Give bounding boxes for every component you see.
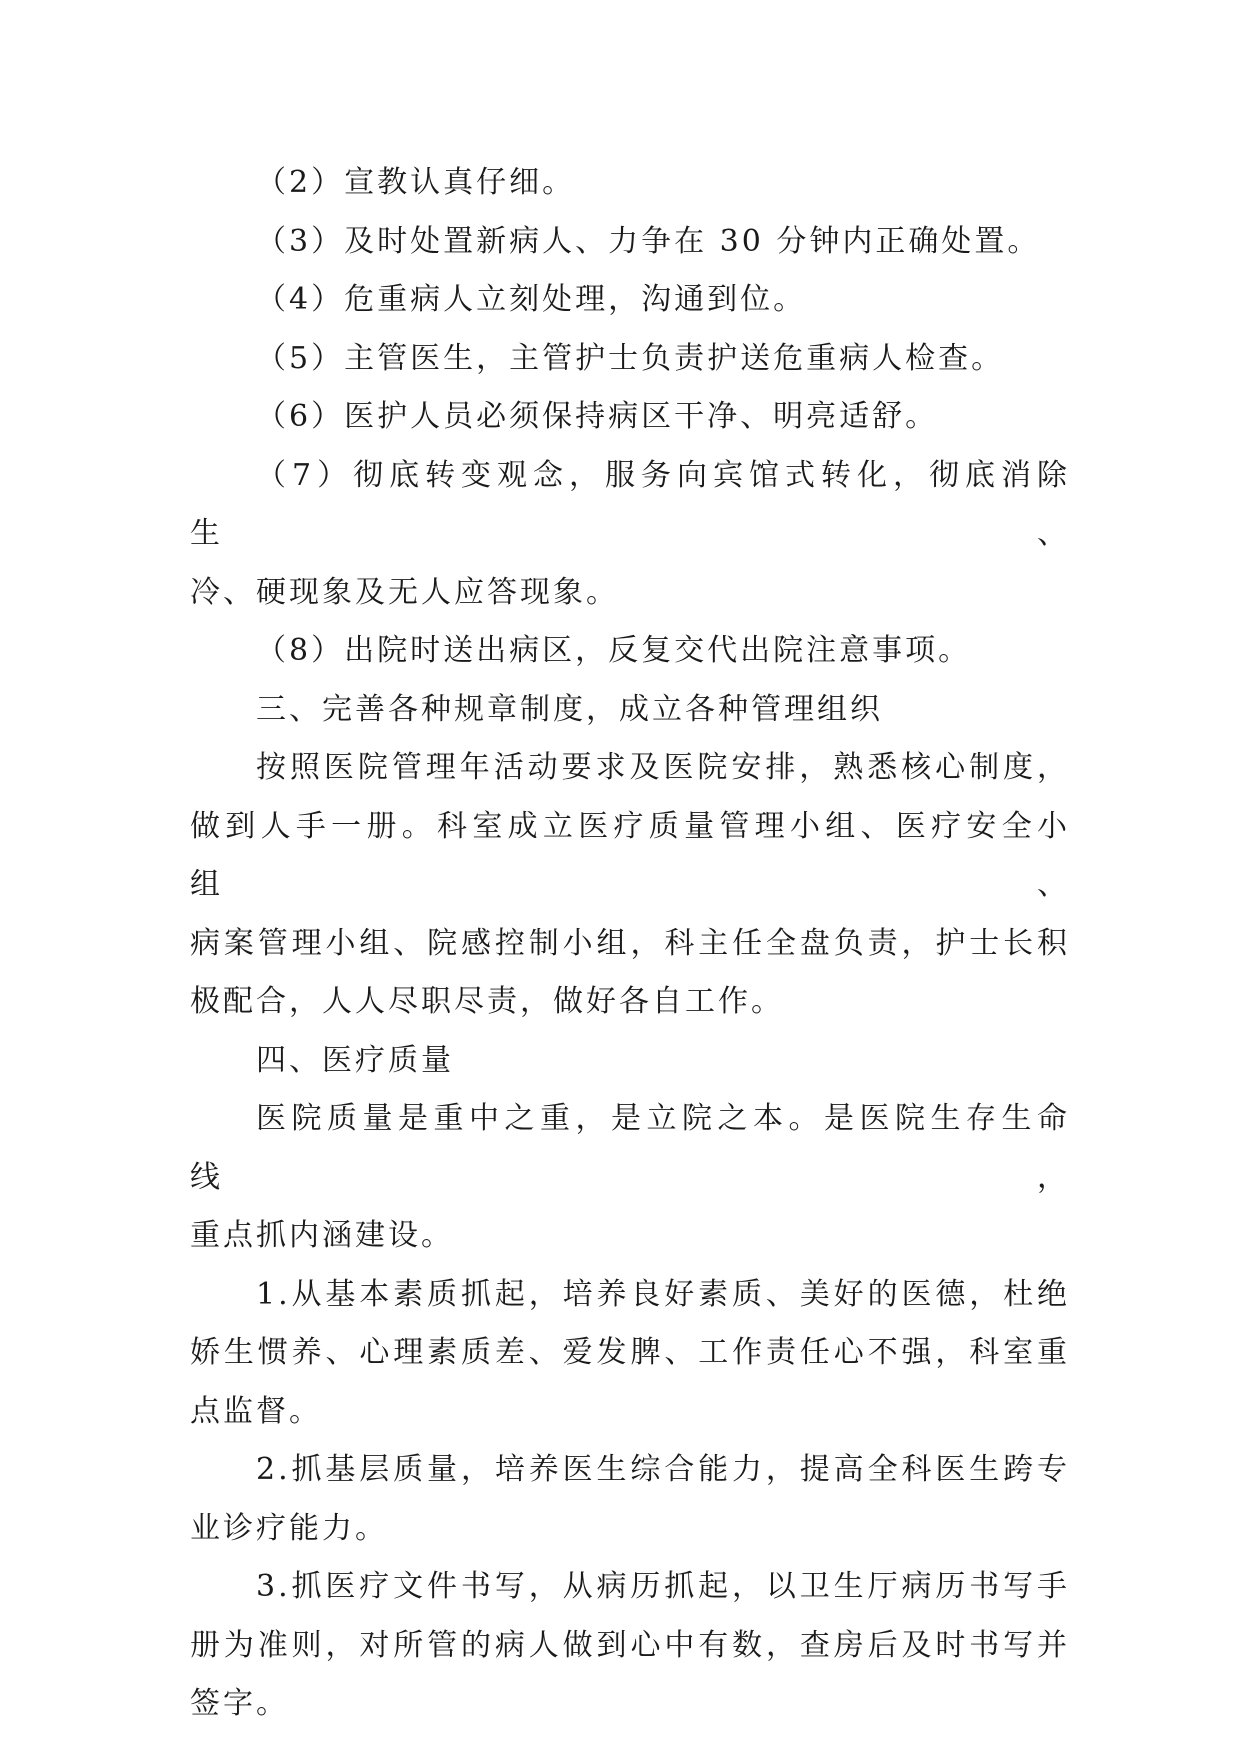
text-line: （8）出院时送出病区，反复交代出院注意事项。 (256, 633, 972, 668)
text-line: 业诊疗能力。 (190, 1510, 388, 1546)
text-line: 1.从基本素质抓起，培养良好素质、美好的医德，杜绝 (256, 1276, 1070, 1312)
text-line: （4）危重病人立刻处理，沟通到位。 (256, 282, 807, 317)
text-line: （5）主管医生，主管护士负责护送危重病人检查。 (256, 340, 1005, 376)
text-line: 按照医院管理年活动要求及医院安排，熟悉核心制度， (256, 750, 1070, 785)
paragraph-point-1 (190, 1266, 1070, 1325)
text-line: 病案管理小组、院感控制小组，科主任全盘负责，护士长积 (190, 925, 1070, 961)
text-line: 娇生惯养、心理素质差、爱发脾、工作责任心不强，科室重 (190, 1335, 1070, 1370)
paragraph-quality (190, 1090, 1070, 1207)
paragraph-item-7-cont (190, 564, 1070, 623)
paragraph-item-6 (190, 388, 1070, 447)
text-line: 冷、硬现象及无人应答现象。 (190, 574, 619, 610)
section-heading-3 (190, 681, 1070, 740)
text-line: 2.抓基层质量，培养医生综合能力，提高全科医生跨专 (256, 1452, 1070, 1487)
paragraph-point-3 (190, 1558, 1070, 1617)
paragraph-item-2 (190, 154, 1070, 213)
text-line: 点监督。 (190, 1393, 322, 1429)
paragraph-item-7 (190, 447, 1070, 564)
paragraph-item-3 (190, 213, 1070, 272)
text-line: （3）及时处置新病人、力争在 30 分钟内正确处置。 (256, 223, 1041, 259)
text-line: 重点抓内涵建设。 (190, 1218, 454, 1253)
section-heading-4 (190, 1032, 1070, 1091)
text-line: （6）医护人员必须保持病区干净、明亮适舒。 (256, 399, 939, 434)
paragraph-item-5 (190, 330, 1070, 389)
paragraph-quality-cont (190, 1207, 1070, 1266)
paragraph-item-4 (190, 271, 1070, 330)
text-line: 四、医疗质量 (256, 1042, 454, 1078)
text-line: 3.抓医疗文件书写，从病历抓起，以卫生厅病历书写手 (256, 1569, 1070, 1604)
paragraph-management-cont (190, 798, 1070, 1032)
paragraph-point-1-cont (190, 1324, 1070, 1441)
text-line: （2）宣教认真仔细。 (256, 165, 576, 200)
text-line: 签字。 (190, 1686, 289, 1721)
paragraph-point-3-cont (190, 1617, 1070, 1734)
paragraph-item-8 (190, 622, 1070, 681)
paragraph-management (190, 739, 1070, 798)
text-line: 册为准则，对所管的病人做到心中有数，查房后及时书写并 (190, 1627, 1070, 1663)
text-line: 极配合，人人尽职尽责，做好各自工作。 (190, 984, 784, 1019)
document-body (190, 154, 1070, 1734)
text-line: 医院质量是重中之重，是立院之本。是医院生存生命线， (190, 1101, 1070, 1195)
paragraph-point-2 (190, 1441, 1070, 1500)
paragraph-point-2-cont (190, 1500, 1070, 1559)
text-line: 三、完善各种规章制度，成立各种管理组织 (256, 691, 883, 727)
text-line: 做到人手一册。科室成立医疗质量管理小组、医疗安全小组、 (190, 808, 1070, 902)
text-line: （7）彻底转变观念，服务向宾馆式转化，彻底消除生、 (190, 457, 1070, 551)
